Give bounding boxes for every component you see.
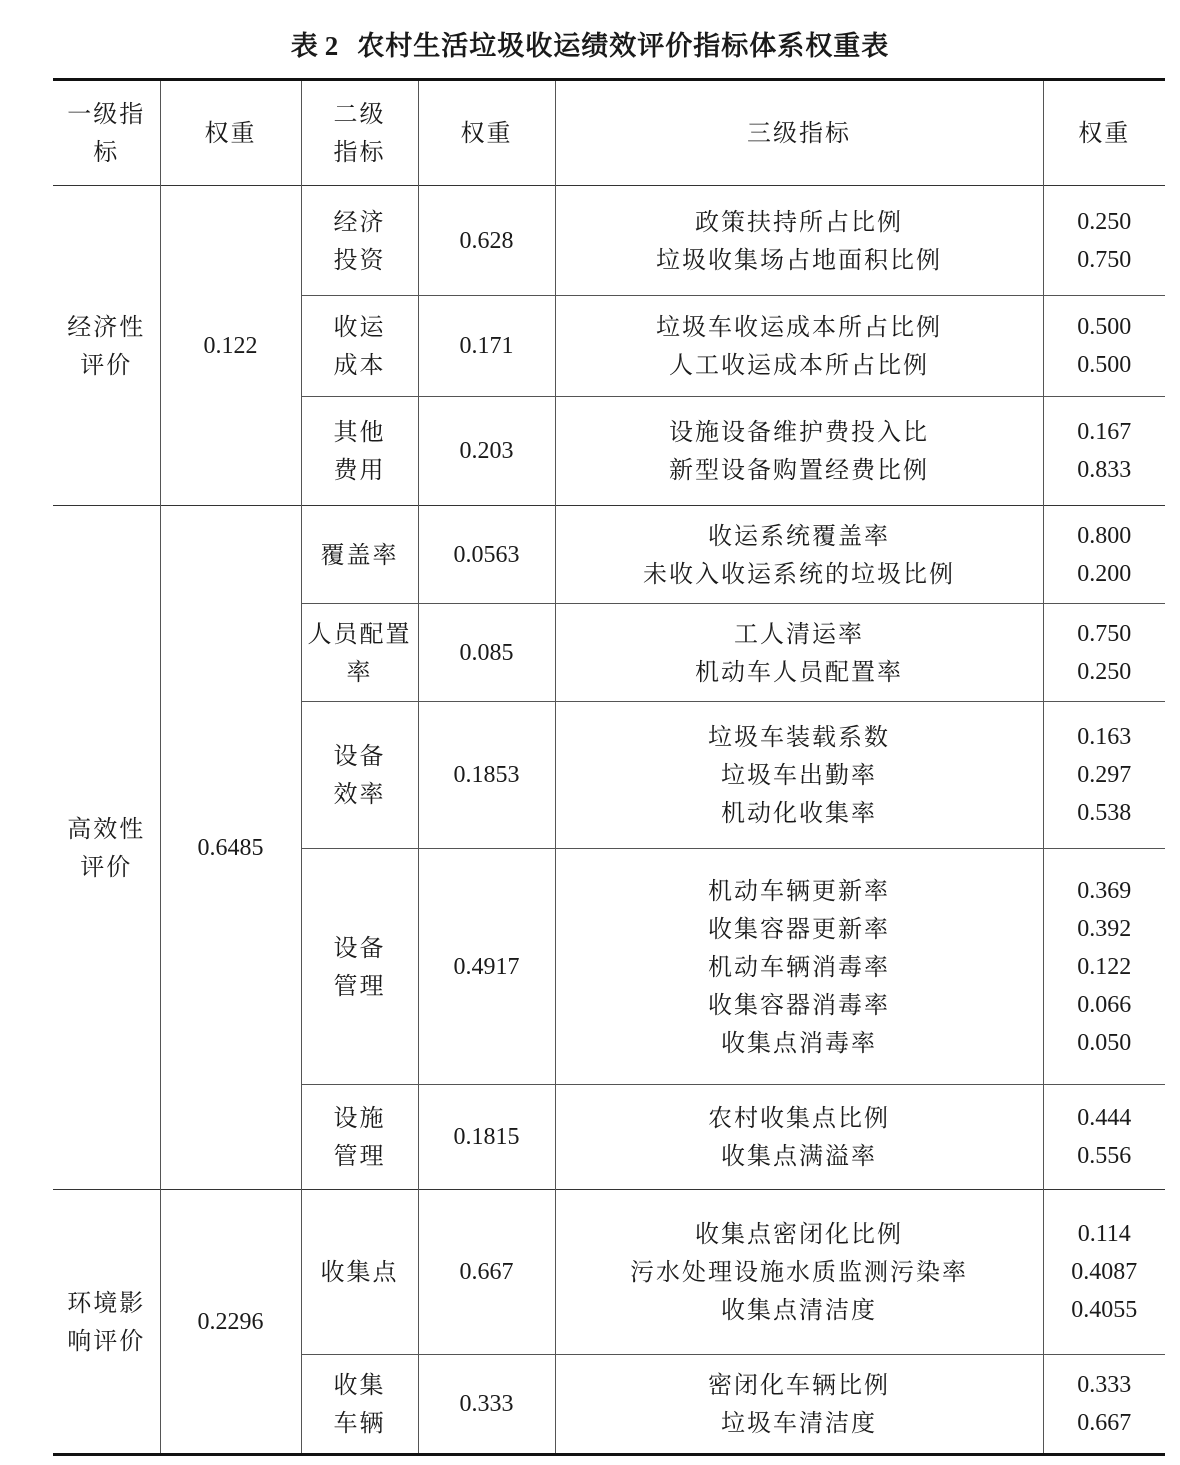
level2-indicator-line: 收集 (333, 1371, 386, 1399)
level3-weights-line: 0.833 (1077, 457, 1132, 483)
table-body (53, 186, 1165, 1455)
level3-indicators-line: 收集点密闭化比例 (695, 1220, 903, 1248)
level2-indicator-line: 费用 (333, 456, 386, 484)
level3-weights-line: 0.114 (1077, 1221, 1131, 1247)
level3-indicators-line: 垃圾收集场占地面积比例 (656, 245, 942, 274)
table-row (53, 506, 1165, 604)
level3-indicators-line: 机动车人员配置率 (695, 657, 903, 686)
level3-indicators (555, 296, 1043, 397)
level3-weights (1043, 849, 1165, 1085)
level3-indicators-line: 未收入收运系统的垃圾比例 (643, 559, 955, 588)
level3-indicators-line: 垃圾车清洁度 (721, 1409, 877, 1437)
header-level3: 三级指标 (555, 80, 1043, 186)
caption-text: 农村生活垃圾收运绩效评价指标体系权重表 (357, 31, 890, 62)
level2-indicator (301, 849, 418, 1085)
level3-indicators (555, 186, 1043, 296)
header-weight3: 权重 (1043, 80, 1165, 186)
level3-indicators-line: 收集点满溢率 (721, 1142, 877, 1170)
level3-weights-line: 0.066 (1077, 991, 1132, 1018)
level2-weight: 0.1815 (418, 1085, 555, 1190)
weight-table (53, 78, 1165, 1456)
level3-weights-line: 0.444 (1077, 1105, 1132, 1131)
level2-indicator-line: 管理 (333, 1142, 386, 1170)
level3-weights-line: 0.500 (1077, 314, 1132, 340)
level1-indicator (53, 1190, 160, 1455)
level2-indicator (301, 506, 418, 604)
level3-weights-line: 0.667 (1077, 1410, 1132, 1436)
level2-indicator (301, 1355, 418, 1455)
level1-indicator-line: 经济性 (67, 312, 146, 341)
header-row (53, 80, 1165, 186)
level1-indicator-line: 环境影 (67, 1288, 146, 1317)
level3-weights-line: 0.167 (1077, 419, 1132, 445)
level3-weights (1043, 397, 1165, 506)
header-level2: 二级 指标 (301, 80, 418, 186)
level3-indicators-line: 机动车辆消毒率 (708, 952, 890, 981)
level3-weights-line: 0.050 (1077, 1029, 1132, 1056)
level3-indicators-line: 垃圾车出勤率 (721, 761, 877, 789)
level2-indicator (301, 1190, 418, 1355)
level1-weight: 0.122 (160, 186, 301, 506)
level1-weight: 0.6485 (160, 506, 301, 1190)
level2-weight: 0.4917 (418, 849, 555, 1085)
level1-indicator-line: 评价 (80, 350, 133, 379)
caption-label: 表 (290, 31, 319, 62)
level3-weights-line: 0.122 (1077, 953, 1132, 980)
level3-indicators-line: 政策扶持所占比例 (695, 207, 903, 236)
table-row (53, 186, 1165, 296)
level3-weights-line: 0.750 (1077, 620, 1132, 647)
level3-indicators-line: 收集容器消毒率 (708, 990, 890, 1019)
level2-indicator-line: 管理 (333, 971, 386, 1000)
level1-weight: 0.2296 (160, 1190, 301, 1455)
header-weight1: 权重 (160, 80, 301, 186)
level3-indicators-line: 收集容器更新率 (708, 914, 890, 943)
level3-weights (1043, 702, 1165, 849)
level1-indicator (53, 506, 160, 1190)
level2-indicator-line: 覆盖率 (320, 540, 399, 569)
level3-weights (1043, 604, 1165, 702)
level1-indicator-line: 高效性 (67, 814, 146, 843)
level3-weights (1043, 1355, 1165, 1455)
level2-indicator-line: 设备 (333, 742, 386, 770)
level2-weight: 0.667 (418, 1190, 555, 1355)
level3-weights-line: 0.250 (1077, 208, 1132, 235)
level3-weights-line: 0.800 (1077, 522, 1132, 549)
level3-indicators (555, 1190, 1043, 1355)
caption-number: 2 (324, 31, 340, 61)
level3-weights-line: 0.297 (1077, 762, 1132, 788)
level2-indicator-line: 设施 (333, 1104, 386, 1132)
level2-indicator-line: 人员配置 (307, 619, 412, 648)
level3-weights-line: 0.750 (1077, 246, 1132, 273)
level3-indicators-line: 人工收运成本所占比例 (669, 351, 929, 379)
level3-indicators-line: 工人清运率 (734, 619, 864, 648)
level2-indicator-line: 率 (346, 657, 373, 686)
level2-weight: 0.1853 (418, 702, 555, 849)
level2-indicator (301, 186, 418, 296)
level2-indicator (301, 702, 418, 849)
level2-indicator (301, 1085, 418, 1190)
level3-indicators (555, 849, 1043, 1085)
level3-indicators-line: 农村收集点比例 (708, 1104, 890, 1132)
level2-indicator (301, 296, 418, 397)
table-caption (0, 24, 1180, 63)
level3-weights (1043, 1085, 1165, 1190)
level3-indicators-line: 收运系统覆盖率 (708, 521, 890, 550)
level2-indicator-line: 收集点 (320, 1258, 399, 1286)
level2-indicator-line: 投资 (333, 245, 386, 274)
level2-indicator-line: 效率 (333, 780, 386, 808)
level2-weight: 0.203 (418, 397, 555, 506)
table-row (53, 1190, 1165, 1355)
level3-weights-line: 0.4087 (1071, 1259, 1138, 1285)
level3-indicators-line: 垃圾车装载系数 (708, 723, 890, 751)
level2-weight: 0.628 (418, 186, 555, 296)
level2-indicator-line: 设备 (333, 933, 386, 962)
level3-weights (1043, 1190, 1165, 1355)
header-level1: 一级指 标 (53, 80, 160, 186)
level3-indicators-line: 设施设备维护费投入比 (669, 418, 929, 446)
level3-indicators-line: 污水处理设施水质监测污染率 (630, 1258, 968, 1286)
level3-weights-line: 0.250 (1077, 658, 1132, 685)
level3-indicators-line: 机动车辆更新率 (708, 876, 890, 905)
level2-weight: 0.0563 (418, 506, 555, 604)
level3-weights-line: 0.163 (1077, 724, 1132, 750)
level3-weights-line: 0.392 (1077, 915, 1132, 942)
level3-weights-line: 0.500 (1077, 352, 1132, 378)
level2-indicator-line: 成本 (333, 351, 386, 379)
level1-indicator-line: 评价 (80, 852, 133, 881)
level3-weights-line: 0.369 (1077, 877, 1132, 904)
level2-indicator-line: 经济 (333, 207, 386, 236)
level3-weights (1043, 186, 1165, 296)
level3-weights-line: 0.200 (1077, 560, 1132, 587)
level2-indicator-line: 收运 (333, 313, 386, 341)
level3-indicators (555, 506, 1043, 604)
level3-indicators (555, 1085, 1043, 1190)
level2-indicator-line: 车辆 (333, 1409, 386, 1437)
level3-weights-line: 0.538 (1077, 800, 1132, 826)
level2-weight: 0.171 (418, 296, 555, 397)
header-weight2: 权重 (418, 80, 555, 186)
level2-indicator (301, 397, 418, 506)
level2-indicator-line: 其他 (333, 418, 386, 446)
level3-indicators-line: 机动化收集率 (721, 799, 877, 827)
level3-indicators-line: 收集点清洁度 (721, 1296, 877, 1324)
level3-weights-line: 0.333 (1077, 1372, 1132, 1398)
level3-indicators (555, 397, 1043, 506)
level3-indicators (555, 604, 1043, 702)
level3-weights (1043, 296, 1165, 397)
level2-indicator (301, 604, 418, 702)
level3-indicators-line: 密闭化车辆比例 (708, 1371, 890, 1399)
level3-indicators (555, 1355, 1043, 1455)
level3-indicators (555, 702, 1043, 849)
level3-weights (1043, 506, 1165, 604)
level2-weight: 0.085 (418, 604, 555, 702)
level1-indicator-line: 响评价 (67, 1326, 146, 1355)
level3-weights-line: 0.556 (1077, 1143, 1132, 1169)
level1-indicator (53, 186, 160, 506)
level2-weight: 0.333 (418, 1355, 555, 1455)
level3-indicators-line: 收集点消毒率 (721, 1028, 877, 1057)
level3-indicators-line: 新型设备购置经费比例 (669, 456, 929, 484)
level3-indicators-line: 垃圾车收运成本所占比例 (656, 313, 942, 341)
level3-weights-line: 0.4055 (1071, 1297, 1138, 1323)
